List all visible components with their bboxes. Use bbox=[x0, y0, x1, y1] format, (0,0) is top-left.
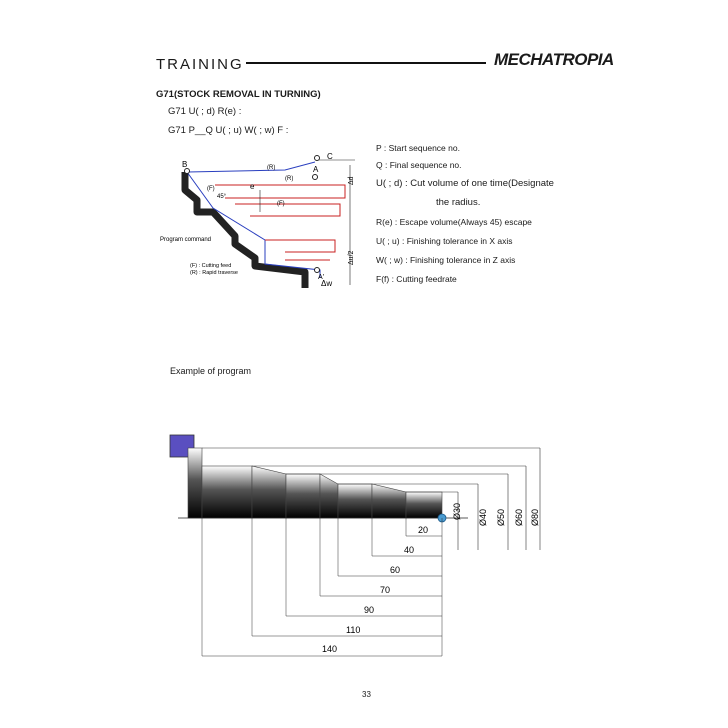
dim-label-d40: Ø40 bbox=[478, 508, 488, 526]
dim-label-d80: Ø80 bbox=[530, 508, 540, 526]
label-point-a: A bbox=[313, 165, 319, 174]
legend-u: U( ; d) : Cut volume of one time(Designate bbox=[376, 178, 554, 189]
point-b-marker bbox=[185, 169, 190, 174]
label-e: e bbox=[250, 182, 255, 191]
part-step-7 bbox=[406, 492, 442, 518]
format-line-1: G71 U( ; d) R(e) : bbox=[168, 106, 242, 117]
label-r2: (R) bbox=[285, 176, 294, 182]
section-heading: G71(STOCK REMOVAL IN TURNING) bbox=[156, 89, 321, 100]
rapid-path-line bbox=[188, 162, 315, 172]
part-step-3 bbox=[286, 474, 320, 518]
len-label-110: 110 bbox=[346, 625, 361, 635]
label-point-a-prime: A' bbox=[318, 274, 325, 281]
header-rule bbox=[246, 62, 486, 64]
label-f2: (F) bbox=[277, 201, 285, 207]
len-label-70: 70 bbox=[380, 585, 391, 595]
company-logo: MECHATROPIA bbox=[494, 50, 614, 69]
label-program-command: Program command bbox=[160, 237, 212, 243]
header-title: TRAINING bbox=[156, 56, 244, 73]
legend-p: P : Start sequence no. bbox=[376, 143, 460, 153]
point-c-marker bbox=[315, 156, 320, 161]
page-number: 33 bbox=[362, 690, 371, 699]
legend-f: F(f) : Cutting feedrate bbox=[376, 274, 457, 284]
legend-w-tolerance: W( ; w) : Finishing tolerance in Z axis bbox=[376, 255, 516, 265]
format-line-2: G71 P__Q U( ; u) W( ; w) F : bbox=[168, 125, 289, 136]
part-step-5 bbox=[338, 484, 372, 518]
example-part-drawing bbox=[168, 430, 558, 660]
point-a-prime-marker bbox=[315, 268, 320, 273]
len-label-20: 20 bbox=[418, 525, 429, 535]
part-step-6 bbox=[372, 484, 406, 518]
part-step-1 bbox=[202, 466, 252, 518]
dim-label-d30: Ø30 bbox=[452, 502, 462, 520]
label-f1: (F) bbox=[207, 186, 215, 192]
legend-r: R(e) : Escape volume(Always 45) escape bbox=[376, 217, 532, 227]
label-delta-u: Δu/2 bbox=[348, 250, 355, 265]
label-delta-d: Δd bbox=[348, 176, 355, 185]
cutting-pass-2 bbox=[235, 204, 340, 216]
len-label-40: 40 bbox=[404, 545, 415, 555]
label-cutting-feed: (F) : Cutting feed bbox=[190, 263, 232, 269]
part-step-2 bbox=[252, 466, 286, 518]
label-point-b: B bbox=[182, 160, 188, 169]
label-delta-w: Δw bbox=[321, 279, 333, 288]
legend-u-tolerance: U( ; u) : Finishing tolerance in X axis bbox=[376, 236, 513, 246]
label-45-deg: 45° bbox=[217, 194, 227, 200]
label-point-c: C bbox=[327, 152, 333, 161]
len-label-90: 90 bbox=[364, 605, 375, 615]
legend-q: Q : Final sequence no. bbox=[376, 160, 462, 170]
label-r1: (R) bbox=[267, 165, 276, 171]
dim-label-d50: Ø50 bbox=[496, 508, 506, 526]
cutting-pass-3 bbox=[265, 240, 335, 252]
part-step-4 bbox=[320, 474, 338, 518]
len-label-140: 140 bbox=[322, 644, 338, 654]
g71-cycle-diagram bbox=[155, 140, 370, 300]
dim-label-d60: Ø60 bbox=[514, 508, 524, 526]
len-label-60: 60 bbox=[390, 565, 401, 575]
cutting-pass-1 bbox=[215, 185, 345, 198]
stock-section bbox=[188, 448, 202, 518]
point-a-marker bbox=[313, 175, 318, 180]
label-rapid-traverse: (R) : Rapid traverse bbox=[190, 270, 238, 276]
legend-u-continued: the radius. bbox=[436, 197, 481, 208]
example-label: Example of program bbox=[170, 366, 252, 376]
